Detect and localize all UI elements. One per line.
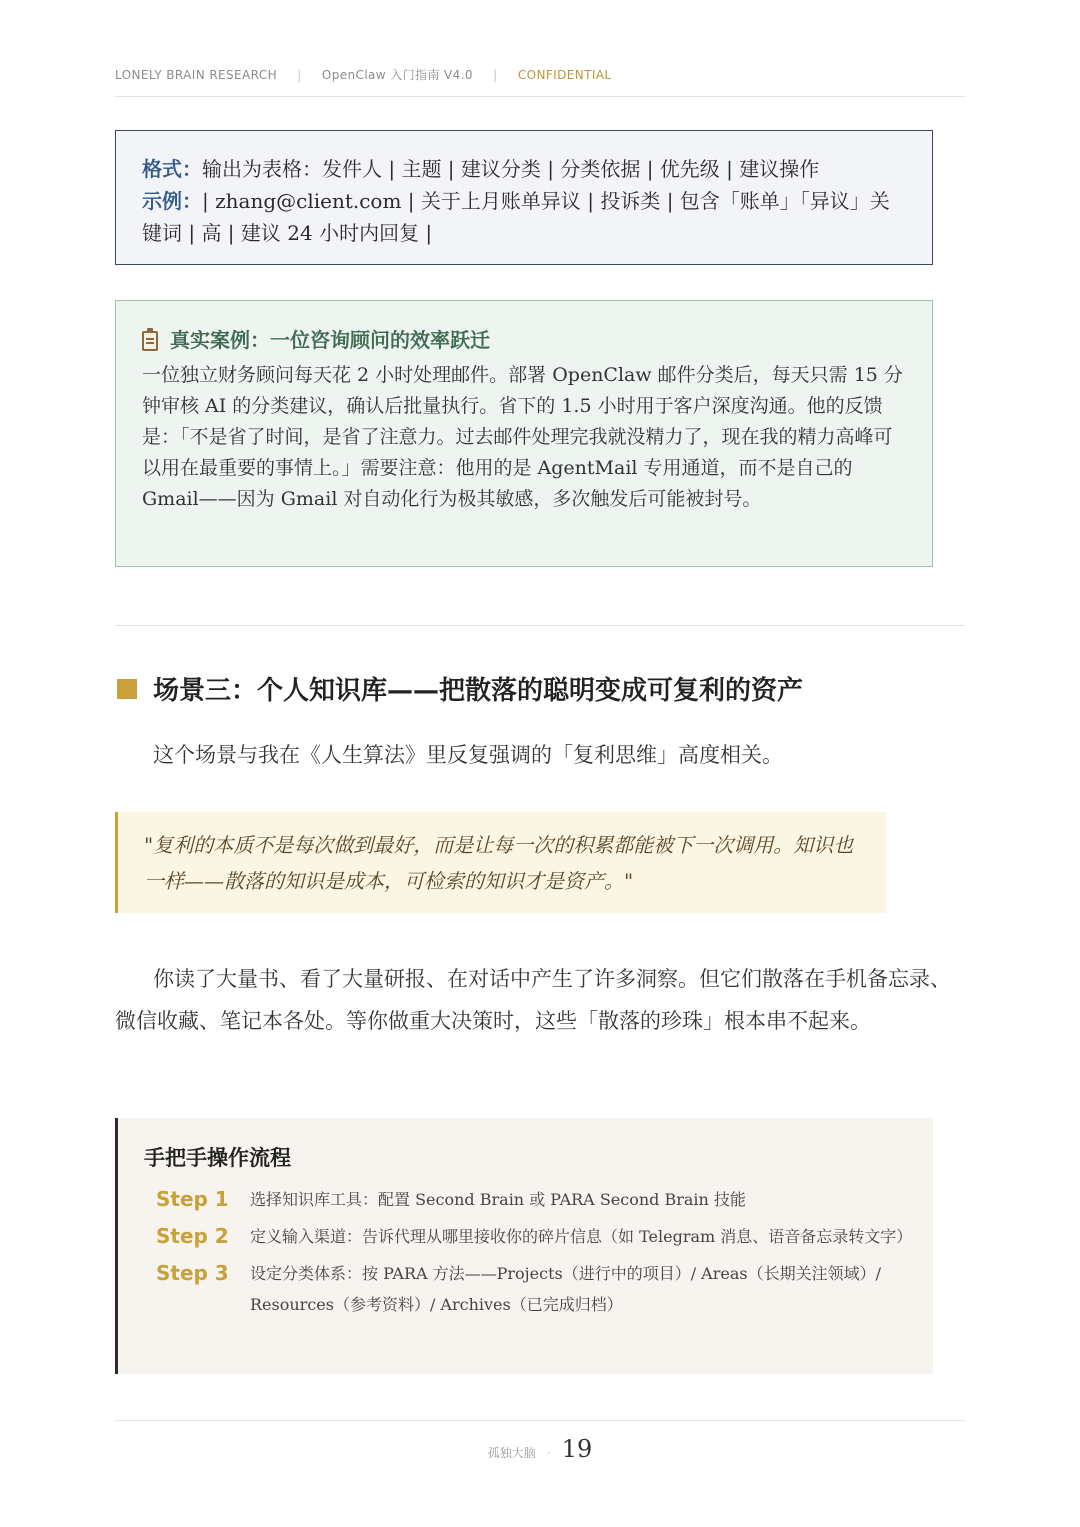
format-key: 格式： (142, 157, 202, 181)
step-text: 定义输入渠道：告诉代理从哪里接收你的碎片信息（如 Telegram 消息、语音备忘录转文字） (250, 1227, 913, 1246)
example-key: 示例： (142, 189, 202, 213)
section-heading (117, 670, 803, 707)
step-label: Step 3 (156, 1261, 229, 1285)
header-org: LONELY BRAIN RESEARCH (115, 68, 277, 82)
case-box (115, 300, 933, 567)
step-text: 设定分类体系：按 PARA 方法——Projects（进行中的项目）/ Areas（长期关注领域）/ Resources（参考资料）/ Archives（已完成归档） (250, 1264, 881, 1314)
body-paragraph: 你读了大量书、看了大量研报、在对话中产生了许多洞察。但它们散落在手机备忘录、微信收藏、笔记本各处。等你做重大决策时，这些「散落的珍珠」根本串不起来。 (115, 967, 951, 1033)
page-number: 19 (561, 1435, 593, 1463)
header-classification: CONFIDENTIAL (517, 68, 612, 82)
format-text: 输出为表格：发件人 | 主题 | 建议分类 | 分类依据 | 优先级 | 建议操作 (202, 157, 820, 181)
steps-title: 手把手操作流程 (144, 1146, 291, 1170)
section-divider (115, 625, 965, 626)
format-line (142, 153, 906, 185)
header-divider (115, 96, 965, 97)
header-doc-title: OpenClaw 入门指南 V4.0 (321, 68, 473, 82)
footer-divider (115, 1420, 965, 1421)
page-header (115, 66, 965, 83)
pull-quote: "复利的本质不是每次做到最好，而是让每一次的积累都能被下一次调用。知识也一样——散落的知识是成本，可检索的知识才是资产。" (115, 812, 886, 913)
intro-paragraph: 这个场景与我在《人生算法》里反复强调的「复利思维」高度相关。 (153, 743, 783, 767)
step-item (144, 1184, 907, 1215)
step-item (144, 1258, 907, 1320)
case-body: 一位独立财务顾问每天花 2 小时处理邮件。部署 OpenClaw 邮件分类后，每天只需 15 分钟审核 AI 的分类建议，确认后批量执行。省下的 1.5 小时用于客户深度沟通。他的反馈是：「不是省了时间，是省了注意力。过去邮件处理完我就没精力了，现在我的精力高峰可以用在最重要的事情上。」需要注意：他用的是 AgentMail 专用通道，而不是自己的 Gmail——因为 Gmail 对自动化行为极其敏感，多次触发后可能被封号。 (142, 364, 903, 510)
section-title: 场景三：个人知识库——把散落的聪明变成可复利的资产 (153, 676, 804, 706)
example-line (142, 185, 906, 249)
header-separator: | (493, 68, 498, 82)
step-label: Step 1 (156, 1187, 229, 1211)
format-box (115, 130, 933, 265)
step-item (144, 1221, 913, 1252)
step-label: Step 2 (156, 1224, 229, 1248)
case-title (142, 325, 906, 356)
page-footer (0, 1435, 1080, 1463)
footer-brand: 孤独大脑 (487, 1446, 536, 1460)
steps-box (115, 1118, 933, 1374)
step-text: 选择知识库工具：配置 Second Brain 或 PARA Second Brain 技能 (250, 1190, 746, 1209)
example-text: | zhang@client.com | 关于上月账单异议 | 投诉类 | 包含「账单」「异议」关键词 | 高 | 建议 24 小时内回复 | (142, 189, 890, 245)
header-separator: | (297, 68, 302, 82)
clipboard-icon (142, 331, 158, 351)
square-bullet-icon (117, 679, 137, 699)
footer-separator: · (546, 1446, 551, 1460)
case-title-text: 真实案例：一位咨询顾问的效率跃迁 (170, 328, 490, 352)
